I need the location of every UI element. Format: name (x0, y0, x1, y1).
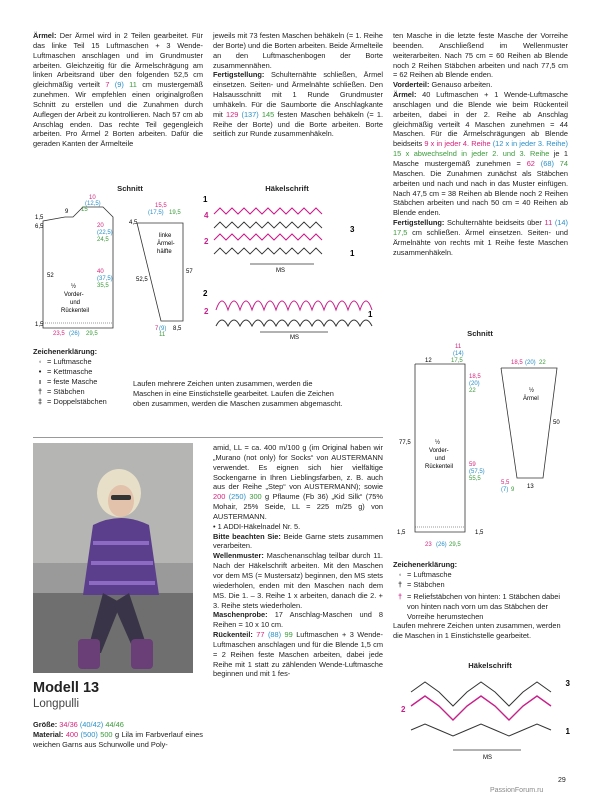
svg-text:3: 3 (350, 225, 355, 234)
dim: 11 (455, 344, 462, 350)
dim: (12,5) (85, 201, 101, 207)
value-pink: 77 (256, 630, 265, 640)
paragraph: ten Masche in die letzte feste Masche der Vorreihe beenden. Anschließend im Wellenmuster weiterarbeiten. Nach 75 cm = 60 Reihen ab Blende noch 2 Reihen Stäbchen arbeiten und nach 77,5 cm = 62 Reihen ab Blende enden. (393, 31, 568, 80)
text: festen Maschen behäkeln (= 1. Reihe der Borte) und die Borte arbeiten. Borte seitlich zur Runde zusammenhäkeln. (213, 109, 383, 139)
value-pink: 129 (226, 109, 239, 119)
dim: (7) (501, 487, 509, 493)
dim: 29,5 (86, 331, 98, 337)
dim: 7 (155, 326, 159, 332)
dim: 4,5 (129, 220, 138, 226)
model-photo (33, 443, 193, 673)
text: Maschenanschlag teilbar durch 11. Nach der Häkelschrift arbeiten. Mit den Maschen vor dem MS (= Mustersatz) beginnen, den MS stets wiederholen, enden mit den Maschen nach dem MS. Die 1. – 3. Reihe 1 x arbeiten, danach die 2. + 3. Reihe stets wiederholen. (213, 551, 383, 610)
model-details (33, 720, 203, 750)
dim: 50 (553, 420, 560, 426)
photo-illustration (33, 443, 193, 673)
haekel1-title: Häkelschrift (265, 184, 309, 193)
value-blue: (9) (109, 80, 130, 90)
value-blue: (250) (225, 492, 250, 502)
page-number: 29 (558, 777, 566, 784)
dim: 52,5 (136, 277, 148, 283)
dim: (26) (69, 331, 80, 337)
label: und (70, 300, 81, 306)
dim: 1,5 (475, 530, 484, 536)
label: Material: (33, 729, 64, 739)
dim: (57,5) (469, 469, 485, 475)
dim: 20 (97, 223, 104, 229)
legend-item (393, 580, 568, 590)
dim: 29,5 (449, 542, 461, 548)
label: Größe: (33, 720, 58, 729)
legend-item (393, 592, 568, 622)
value-blue: (500) (78, 729, 101, 739)
dim: 52 (47, 273, 54, 279)
dim: 22 (539, 360, 546, 366)
value-green: 15 x abwechselnd in jeder 2. und 3. Reihe (393, 149, 550, 159)
dim: 15 (81, 207, 88, 213)
value-green: 74 (559, 158, 568, 168)
model-heading (33, 681, 203, 712)
ms-label: MS (483, 755, 492, 761)
wave-row-1 (411, 724, 551, 736)
svg-text:1: 1 (203, 195, 208, 204)
legend-text: = feste Masche (47, 376, 98, 386)
value-pink: 34/36 (59, 720, 78, 729)
dim: 40 (97, 269, 104, 275)
site-watermark: PassionForum.ru (490, 787, 544, 794)
slipstitch-symbol-icon: • (38, 366, 42, 376)
dim: 55,5 (469, 476, 481, 482)
svg-text:1: 1 (368, 310, 373, 319)
dim: 1,5 (35, 215, 44, 221)
dim: (9) (159, 326, 167, 332)
legend-text: = Doppelstäbchen (47, 396, 107, 406)
text: Genauso arbeiten. (429, 80, 493, 90)
legend1 (33, 347, 378, 408)
svg-text:1: 1 (350, 249, 355, 258)
text: 17 Anschlag-Maschen und 8 Reihen = 10 x 10 cm. (213, 610, 383, 630)
label: Wellenmuster: (213, 551, 264, 561)
label: ½ (435, 440, 441, 446)
legend-note: Laufen mehrere Zeichen unten zusammen, werden die Maschen in 1 Einstichstelle gearbeitet. (393, 621, 561, 641)
haekel1-chart (200, 192, 380, 340)
dim: 77,5 (399, 440, 411, 446)
col3-text (393, 31, 568, 257)
value-green: 44/46 (105, 720, 124, 729)
dim: (26) (436, 542, 447, 548)
dim: 10 (89, 195, 96, 201)
legend-text: = Stäbchen (47, 386, 85, 396)
text: Beide Garne stets zusammen verarbeiten. (213, 531, 383, 551)
paragraph (213, 551, 383, 610)
paragraph (393, 80, 568, 90)
text: g Pflaume (Fb 36) „Kid Silk“ (75% Mohair, 25% Seide, LL = 225 m/25 g) von AUSTERMANN. (213, 492, 383, 521)
double-crochet-symbol-icon: † (37, 386, 43, 396)
haekel2-chart (393, 672, 573, 762)
label: Maschenprobe: (213, 610, 268, 620)
legend-title: Zeichenerklärung: (33, 347, 98, 356)
value-green: 99 (284, 630, 293, 640)
dim: (37,5) (97, 276, 113, 282)
dim: 17,5 (451, 358, 463, 364)
value-green: 300 (249, 492, 262, 502)
model-title: Modell 13 (33, 680, 100, 696)
label: Vorderteil: (393, 80, 430, 90)
paragraph (33, 720, 203, 730)
legend-title: Zeichenerklärung: (393, 560, 458, 569)
label: Vorder- (64, 292, 84, 298)
col2-text (213, 31, 383, 139)
legend-text: = Kettmasche (47, 366, 93, 376)
legend-item (393, 570, 568, 580)
double-crochet-symbol-icon: † (397, 579, 403, 589)
svg-text:1: 1 (565, 727, 570, 736)
label: ½ (71, 284, 77, 290)
dim: 19,5 (169, 210, 181, 216)
dim: 12 (425, 358, 432, 364)
dim: 24,5 (97, 237, 109, 243)
svg-text:2: 2 (203, 289, 208, 298)
value-pink: 7 (105, 80, 110, 90)
paragraph (393, 90, 568, 218)
legend-text: = Luftmasche (407, 569, 452, 579)
divider (33, 437, 383, 438)
paragraph (393, 218, 568, 257)
value-blue: (14) (552, 218, 568, 228)
paragraph (213, 610, 383, 630)
value-pink: 9 x in jeder 4. Reihe (424, 139, 491, 149)
wave-row-3 (411, 682, 551, 706)
paragraph (213, 630, 383, 679)
legend-text: = Luftmasche (47, 356, 92, 366)
label: Rückenteil (61, 308, 90, 314)
label: Rückenteil (425, 464, 454, 470)
text: je 1 Masche mustergemäß zunehmen = (393, 149, 568, 168)
schnitt2-title: Schnitt (467, 329, 493, 338)
paragraph: jeweils mit 73 festen Maschen behäkeln (= 1. Reihe der Borte) und die Borten arbeiten. Beide Ärmelteile an den Luftmaschenbogen der Borte zusammennähen. (213, 31, 383, 70)
svg-text:2: 2 (204, 237, 209, 246)
text: g Lila im Farbverlauf eines weichen Garns aus Schurwolle und Poly- (33, 729, 203, 749)
label: Vorder- (429, 448, 449, 454)
label: Ärmel (523, 396, 539, 402)
dim: 57 (186, 269, 193, 275)
value-blue: (40/42) (77, 720, 106, 729)
dim: 18,5 (469, 374, 481, 380)
label: hälfte (157, 249, 172, 255)
legend-item (33, 387, 133, 397)
dim: (22,5) (97, 230, 113, 236)
schnitt1-title: Schnitt (117, 184, 143, 193)
value-blue: (68) (534, 158, 560, 168)
value-blue: (88) (264, 630, 285, 640)
svg-text:2: 2 (401, 705, 406, 714)
ms-label: MS (290, 335, 299, 340)
value-green: 145 (261, 109, 275, 119)
label: Fertigstellung: (213, 70, 265, 80)
paragraph: • 1 ADDI-Häkelnadel Nr. 5. (213, 521, 301, 531)
legend-item (33, 377, 133, 387)
label: Ärmel: (33, 31, 57, 40)
text: Schulternähte beidseits über (444, 218, 545, 228)
paragraph (213, 443, 383, 522)
legend-item (33, 357, 133, 367)
dim: 5,5 (501, 480, 510, 486)
dim: 9 (511, 487, 515, 493)
sleeve-outline (501, 368, 557, 478)
dim: 11 (159, 332, 166, 338)
paragraph (33, 730, 203, 750)
schnitt1-diagram (33, 193, 203, 338)
dim: 35,5 (97, 283, 109, 289)
legend-text: = Reliefstäbchen von hinten: 1 Stäbchen dabei von hinten nach vorn um das Stäbchen der Vorreihe herumstechen (407, 591, 561, 621)
value-pink: 11 (544, 218, 553, 228)
legend2 (393, 560, 568, 641)
svg-text:3: 3 (565, 679, 570, 688)
label: ½ (529, 388, 535, 394)
label: Ärmel: (393, 90, 417, 100)
text: cm schließen. Ärmel einsetzen. Seiten- und Ärmelnähte von rechts mit 1 Reihe feste Maschen zusammenhäkeln. (393, 227, 568, 257)
value-pink: 62 (526, 158, 535, 168)
svg-text:2: 2 (204, 307, 209, 316)
dim: 15,5 (155, 203, 167, 209)
col1-text (33, 31, 203, 149)
value-pink: 400 (65, 729, 79, 739)
label: linke (159, 233, 172, 239)
schnitt2-diagram (393, 340, 573, 550)
col2b-text (213, 443, 383, 679)
treble-crochet-symbol-icon: ‡ (37, 396, 43, 406)
dim: 22 (469, 388, 476, 394)
chart-rows-1b (214, 222, 322, 254)
ms-label: MS (276, 268, 285, 274)
paragraph (213, 532, 383, 552)
legend-note: Laufen mehrere Zeichen unten zusammen, werden die Maschen in eine Einstichstelle gearbeitet. Laufen die Zeichen oben zusammen, werden die Maschen zusammen abgemascht. (133, 378, 343, 408)
value-green: 11 (129, 80, 137, 90)
legend-item (33, 367, 133, 377)
dim: 1,5 (35, 322, 44, 328)
legend-item (33, 397, 133, 407)
dim: 6,5 (35, 224, 44, 230)
single-crochet-symbol-icon: ı (38, 376, 42, 386)
text: Schulternähte schließen, Ärmel einsetzen. Seiten- und Ärmelnähte schließen. Den Halsausschnitt mit 1 Runde Grundmuster umhäkeln. Für die Saumborte die Anschlagkante mit (213, 70, 383, 119)
dim: 23,5 (53, 331, 65, 337)
dim: (20) (525, 360, 536, 366)
chain-symbol-icon: ◦ (398, 569, 402, 579)
value-green: 17,5 (393, 227, 408, 237)
paragraph (213, 70, 383, 139)
paragraph (33, 31, 203, 149)
dim: 8,5 (173, 326, 182, 332)
label: Ärmel- (157, 241, 175, 247)
text: Luftmaschen + 3 Wende-Luftmaschen anschlagen und für die Blende 1,5 cm = 2 Reihen feste Maschen arbeiten, dabei jede Reihe mit 1 statt zu zählenden Wende-Luftmasche beginnen und mit 1 fes- (213, 630, 383, 679)
dim: 1,5 (397, 530, 406, 536)
text: cm mustergemäß zunehmen. Wir empfehlen einen originalgroßen Schnitt zu erstellen und die Zunahmen durch Auflegen der Arbeit zu kontrollieren. Nach 57 cm ab Anschlag enden. Das rechte Teil gegengleich arbeiten. Pro Ärmel 2 Borten arbeiten. Dafür die geraden Kanten der Ärmelteile (33, 80, 203, 149)
text: amid, LL = ca. 400 m/100 g (im Original haben wir „Murano (not only) for Socks“ von AUSTERMANN verwendet. Es eignen sich hier vielfältige Sockengarne in Ihren Lieblingsfarben, z. B. auch aus der Reihe „Step“ von AUSTERMANN); sowie (213, 443, 383, 492)
dim: (14) (453, 351, 464, 357)
dim: 9 (65, 209, 69, 215)
label: Fertigstellung: (393, 218, 445, 228)
label: Bitte beachten Sie: (213, 531, 281, 541)
label: und (435, 456, 446, 462)
chain-symbol-icon: ◦ (38, 356, 42, 366)
value-blue: (137) (238, 109, 262, 119)
haekel2-title: Häkelschrift (468, 661, 512, 670)
wave-row-2 (411, 696, 551, 720)
legend-text: = Stäbchen (407, 579, 445, 589)
dim: (17,5) (148, 210, 164, 216)
label: Rückenteil: (213, 630, 253, 640)
text: Maschen. Die Zunahmen zunächst als Stäbchen arbeiten und nach und nach in das Muster einfügen. Nach 47,5 cm = 38 Reihen ab Blende noch 2 Reihen Stäbchen arbeiten und nach 50 cm = 40 Reihen ab Blende enden. (393, 168, 568, 218)
svg-text:4: 4 (204, 211, 209, 220)
relief-stitch-symbol-icon: † (397, 591, 403, 601)
value-green: 500 (100, 729, 113, 739)
chart-rows-2 (216, 301, 372, 326)
dim: 18,5 (511, 360, 523, 366)
dim: (20) (469, 381, 480, 387)
dim: 59 (469, 462, 476, 468)
value-blue: (12 x in jeder 3. Reihe) (490, 139, 568, 149)
dim: 13 (527, 484, 534, 490)
dim: 23 (425, 542, 432, 548)
model-subtitle: Longpulli (33, 697, 80, 710)
text: 40 Luftmaschen + 1 Wende-Luftmasche anschlagen und die Blende wie beim Rückenteil arbeiten, dabei in der 2. Reihe ab Anschlag gleichmäßig verteilt 4 Maschen zunehmen = 44 Maschen. Für die Ärmelschrägungen ab Blende beidseits (393, 90, 568, 149)
text: Der Ärmel wird in 2 Teilen gearbeitet. Für das linke Teil 15 Luftmaschen + 3 Wende-Luftmaschen anschlagen und im Grundmuster arbeiten. Gleichzeitig für die Ärmelschrägung am linken Arbeitsrand über den folgenden 52,5 cm gleichmäßig verteilt (33, 31, 203, 90)
value-pink: 200 (213, 492, 226, 502)
